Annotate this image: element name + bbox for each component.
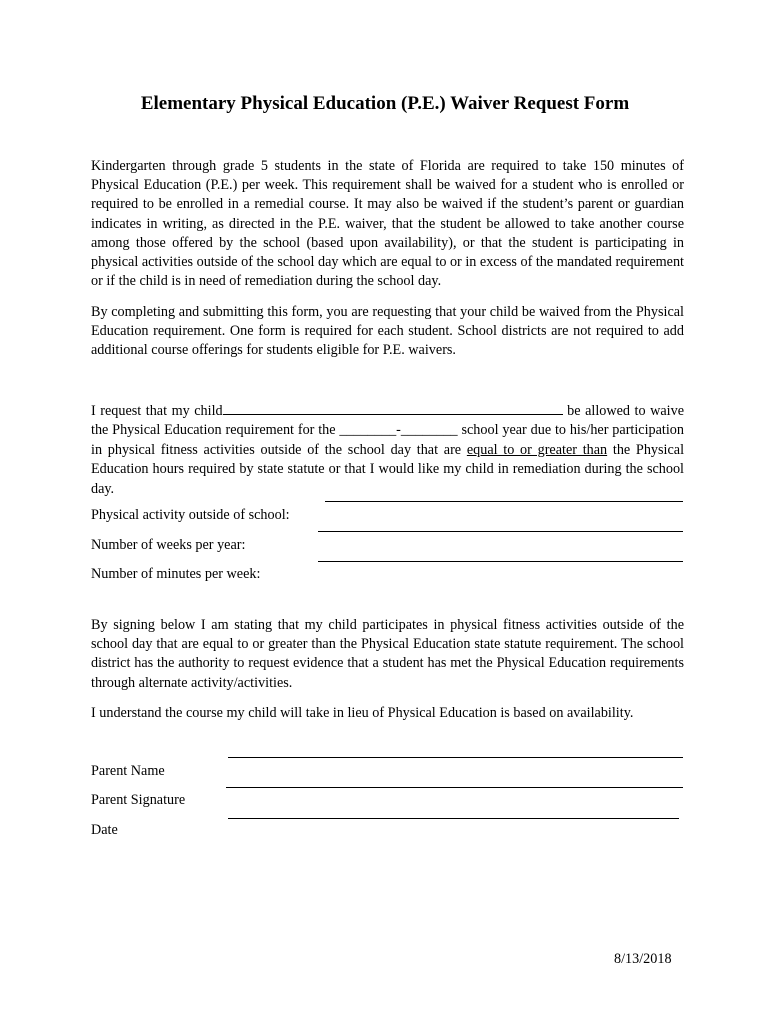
minutes-field-line[interactable] <box>318 561 683 562</box>
activity-label: Physical activity outside of school: <box>91 507 290 523</box>
date-line[interactable] <box>228 818 679 819</box>
footer-date: 8/13/2018 <box>614 951 672 967</box>
parent-name-line[interactable] <box>228 757 683 758</box>
signing-paragraph: By signing below I am stating that my child participates in physical fitness activities outside of the school day that are equal to or greater than the Physical Education state statute requirement. The school district has the authority to request evidence that a student has met the Physical Education requirements through alternate activity/activities. <box>91 617 684 691</box>
intro-paragraph-1: Kindergarten through grade 5 students in the state of Florida are required to take 150 minutes of Physical Education (P.E.) per week. This requirement shall be waived for a student who is enrolled or required to be enrolled in a remedial course. It may also be waived if the student’s parent or guardian indicates in writing, as directed in the P.E. waiver, that the student be allowed to take another course among those offered by the school (based upon availability), or that the student is participating in physical activities outside of the school day which are equal to or in excess of the mandated requirement or if the child is in need of remediation during the school day. <box>91 158 684 290</box>
child-name-field[interactable] <box>223 400 563 415</box>
parent-name-label: Parent Name <box>91 763 165 779</box>
weeks-label: Number of weeks per year: <box>91 537 246 553</box>
request-paragraph <box>91 400 684 499</box>
parent-signature-label: Parent Signature <box>91 792 186 808</box>
request-text-part-1: I request that my child <box>91 403 223 419</box>
minutes-label: Number of minutes per week: <box>91 566 261 582</box>
understand-line: I understand the course my child will take in lieu of Physical Education is based on availability. <box>91 705 634 721</box>
weeks-field-line[interactable] <box>318 531 683 532</box>
request-underlined-text: equal to or greater than <box>466 441 608 458</box>
form-title: Elementary Physical Education (P.E.) Waiver Request Form <box>140 93 630 114</box>
parent-signature-line[interactable] <box>226 787 683 788</box>
activity-field-line[interactable] <box>325 501 683 502</box>
intro-paragraph-2: By completing and submitting this form, you are requesting that your child be waived from the Physical Education requirement. One form is required for each student. School districts are not required to add additional course offerings for students eligible for P.E. waivers. <box>91 304 684 359</box>
request-text-part-2: be allowed to waive the Physical Education requirement for the ________-________ school year due to his/her participation in physical fitness activities outside of the school day that are <box>91 403 685 458</box>
request-text-part-3: the Physical Education hours required by state statute or that I would like my child in remediation during the school day. <box>91 441 685 497</box>
date-label: Date <box>91 822 118 838</box>
